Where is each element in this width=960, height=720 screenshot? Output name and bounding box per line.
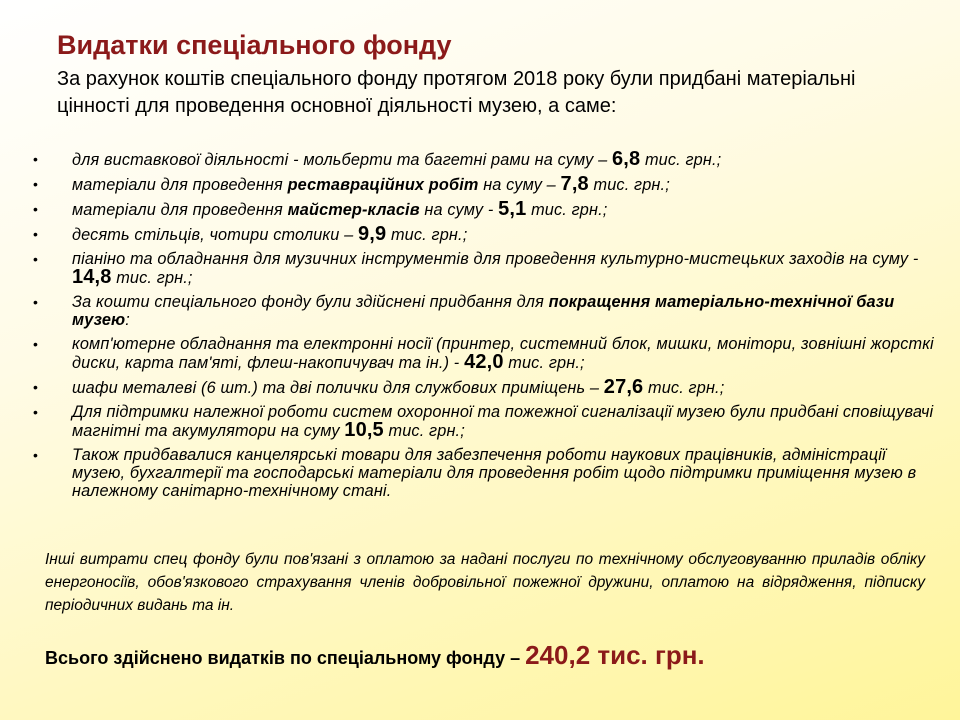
bullet-icon: • bbox=[33, 447, 39, 463]
other-expenses-paragraph: Інші витрати спец фонду були пов'язані з оплатою за надані послуги по технічному обслуговуванню приладів обліку енергоносіїв, обов'язкового страхування членів добровільної пожежної дружини, оплатою на відрядження, підписку періодичних видань та ін. bbox=[45, 551, 925, 614]
intro-paragraph: За рахунок коштів спеціального фонду протягом 2018 року були придбані матеріальні цінності для проведення основної діяльності музею, а саме: bbox=[57, 68, 856, 117]
item-unit: тис. грн.; bbox=[386, 226, 468, 244]
item-amount: 10,5 bbox=[344, 419, 384, 441]
item-text: матеріали для проведення bbox=[72, 201, 288, 219]
item-text: : bbox=[125, 311, 130, 329]
expense-list bbox=[0, 150, 940, 506]
item-amount: 6,8 bbox=[612, 148, 641, 170]
bullet-icon: • bbox=[33, 226, 39, 242]
item-text: піаніно та обладнання для музичних інструментів для проведення культурно-мистецьких заходів на суму - bbox=[72, 250, 919, 268]
bullet-icon: • bbox=[33, 176, 39, 192]
total-label: Всього здійснено видатків по спеціальному фонду – bbox=[45, 648, 526, 668]
bullet-icon: • bbox=[33, 294, 39, 310]
item-text: на суму – bbox=[478, 176, 561, 194]
item-amount: 7,8 bbox=[560, 173, 589, 195]
item-amount: 42,0 bbox=[464, 351, 504, 373]
item-unit: тис. грн.; bbox=[383, 422, 465, 440]
bullet-icon: • bbox=[33, 404, 39, 420]
item-text: на суму - bbox=[419, 201, 499, 219]
list-item bbox=[0, 378, 940, 397]
bullet-icon: • bbox=[33, 201, 39, 217]
item-text: Також придбавалися канцелярські товари для забезпечення роботи наукових працівників, адміністрації музею, бухгалтерії та господарські матеріали для проведення робіт щодо підтримки приміщення музею в належному санітарно-технічному стані. bbox=[72, 446, 917, 500]
item-amount: 14,8 bbox=[72, 266, 112, 288]
item-amount: 9,9 bbox=[358, 223, 387, 245]
item-text: для виставкової діяльності - мольберти та багетні рами на суму – bbox=[72, 151, 612, 169]
bullet-icon: • bbox=[33, 151, 39, 167]
total-amount: 240,2 тис. грн. bbox=[525, 640, 705, 670]
list-item bbox=[0, 225, 940, 244]
item-unit: тис. грн.; bbox=[588, 176, 670, 194]
item-text: Для підтримки належної роботи систем охоронної та пожежної сигналізації музею були придбані сповіщувачі магнітні та акумулятори на суму bbox=[72, 403, 934, 440]
item-unit: тис. грн.; bbox=[111, 269, 193, 287]
item-text: матеріали для проведення bbox=[72, 176, 288, 194]
item-unit: тис. грн.; bbox=[526, 201, 608, 219]
item-text: шафи металеві (6 шт.) та дві полички для службових приміщень – bbox=[72, 379, 604, 397]
item-text: комп'ютерне обладнання та електронні носії (принтер, системний блок, мишки, монітори, зовнішні жорсткі диски, карта пам'яті, флеш-накопичувач та ін.) - bbox=[72, 335, 934, 372]
item-text: десять стільців, чотири столики – bbox=[72, 226, 359, 244]
list-item bbox=[0, 150, 940, 169]
item-amount: 5,1 bbox=[498, 198, 527, 220]
total-line bbox=[45, 640, 705, 671]
item-unit: тис. грн.; bbox=[503, 354, 585, 372]
list-item bbox=[0, 175, 940, 194]
list-item bbox=[0, 250, 940, 287]
item-amount: 27,6 bbox=[603, 376, 644, 398]
bullet-icon: • bbox=[33, 251, 39, 267]
item-emphasis: майстер-класів bbox=[287, 201, 420, 219]
list-item bbox=[0, 446, 940, 500]
bullet-icon: • bbox=[33, 336, 39, 352]
item-emphasis: реставраційних робіт bbox=[287, 176, 479, 194]
item-unit: тис. грн.; bbox=[640, 151, 722, 169]
list-item bbox=[0, 293, 940, 329]
bullet-icon: • bbox=[33, 379, 39, 395]
item-unit: тис. грн.; bbox=[643, 379, 725, 397]
item-emphasis: покращення матеріально-технічної бази музею bbox=[72, 293, 895, 329]
list-item bbox=[0, 403, 940, 440]
list-item bbox=[0, 335, 940, 372]
item-text: За кошти спеціального фонду були здійснені придбання для bbox=[72, 293, 549, 311]
page-title: Видатки спеціального фонду bbox=[57, 30, 452, 60]
list-item bbox=[0, 200, 940, 219]
